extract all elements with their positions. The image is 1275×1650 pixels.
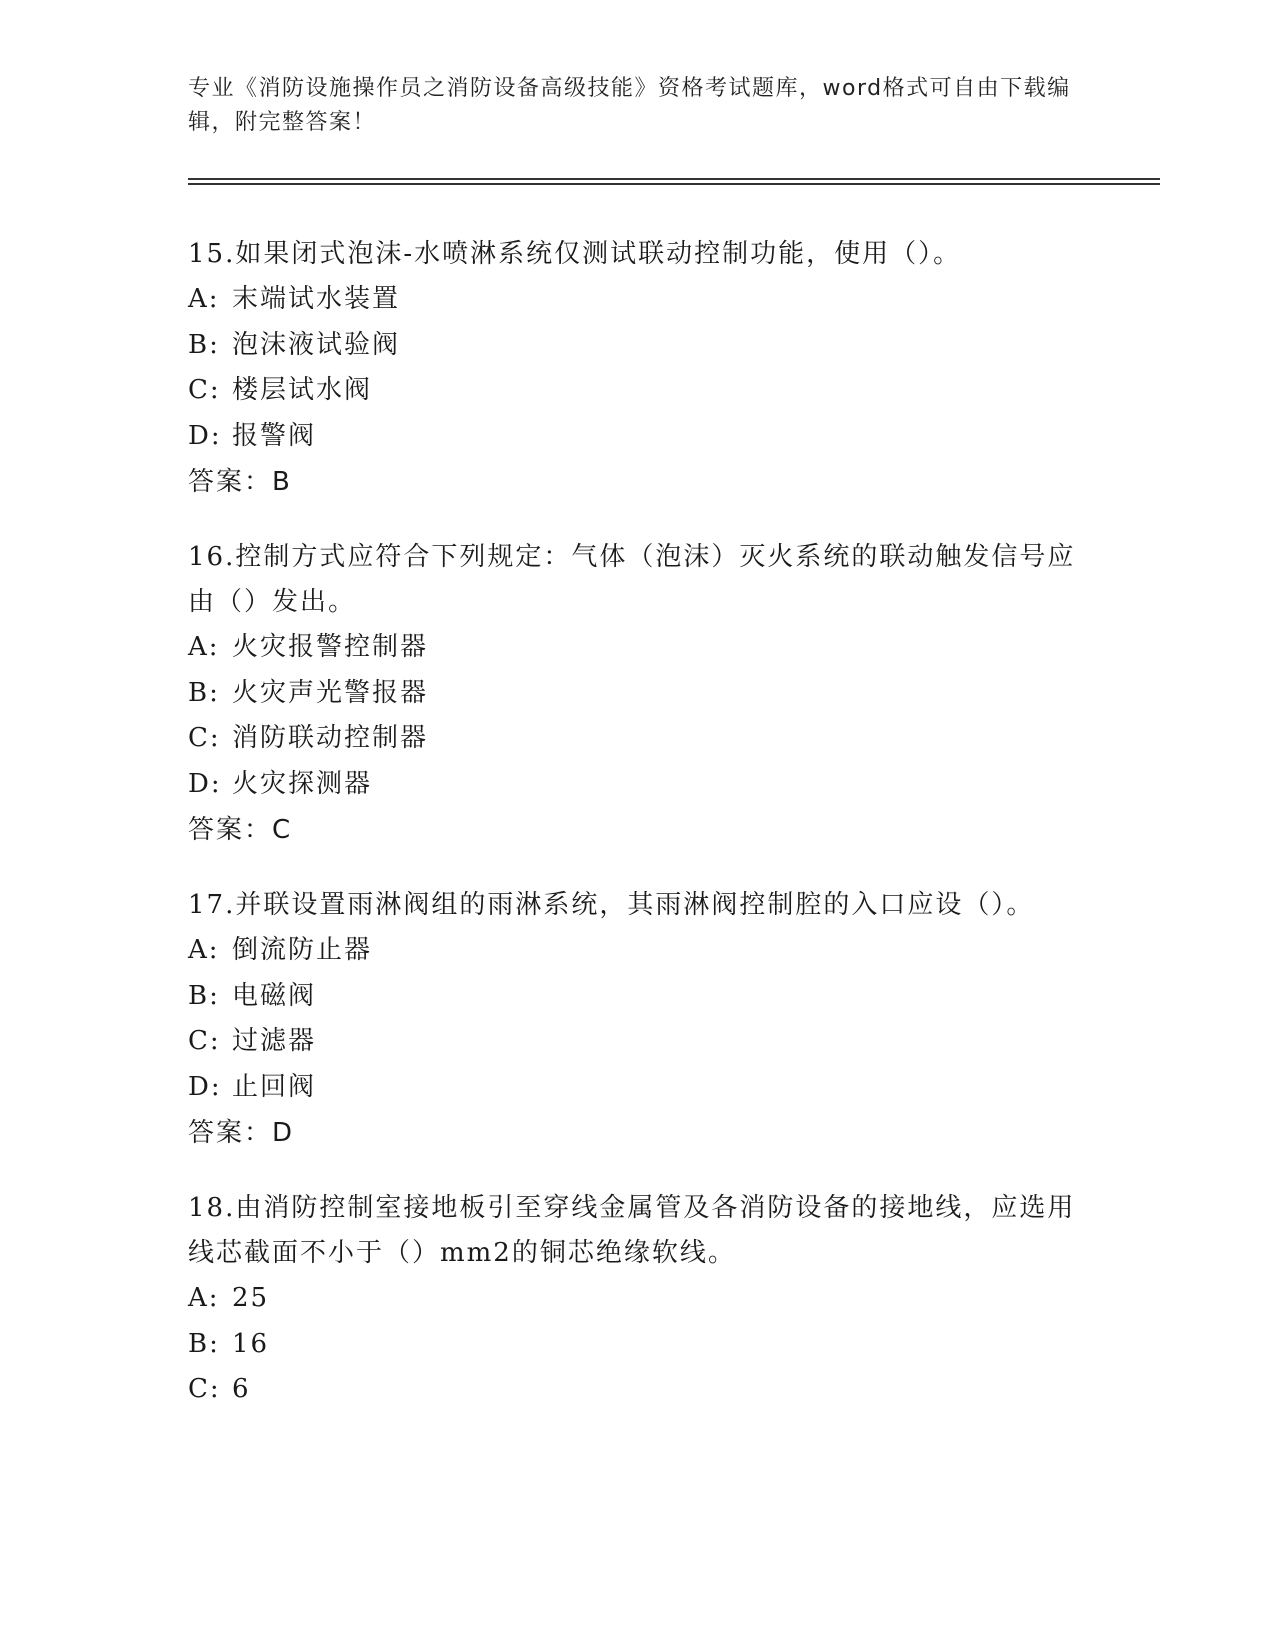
option-a <box>188 928 1088 974</box>
option-letter: D: <box>188 420 222 451</box>
answer-label: 答案： <box>188 467 273 497</box>
option-c <box>188 1019 1088 1065</box>
answer-line <box>188 807 1088 853</box>
option-text: 报警阀 <box>232 420 317 451</box>
answer-line <box>188 1110 1088 1156</box>
header-divider-top <box>188 178 1160 180</box>
option-text: 火灾声光警报器 <box>232 677 429 708</box>
option-a <box>188 625 1088 671</box>
answer-value: B <box>272 467 292 497</box>
question-stem: 18.由消防控制室接地板引至穿线金属管及各消防设备的接地线，应选用线芯截面不小于（）mm2的铜芯绝缘软线。 <box>188 1193 1076 1268</box>
option-text: 25 <box>232 1283 270 1313</box>
option-c <box>188 716 1088 762</box>
answer-value: D <box>272 1118 295 1148</box>
option-d <box>188 762 1088 808</box>
option-letter: A: <box>188 1283 220 1313</box>
option-letter: C: <box>188 375 221 405</box>
question-list <box>188 232 1088 1443</box>
option-text: 火灾探测器 <box>232 768 373 799</box>
answer-value: C <box>272 815 293 845</box>
answer-line <box>188 459 1088 505</box>
option-text: 火灾报警控制器 <box>232 632 429 662</box>
document-header: 专业《消防设施操作员之消防设备高级技能》资格考试题库，word格式可自由下载编辑，附完整答案！ <box>188 76 1071 135</box>
option-letter: A: <box>188 632 220 662</box>
option-letter: D: <box>188 1071 222 1102</box>
header-divider-bottom <box>188 183 1160 185</box>
option-letter: B: <box>188 980 220 1011</box>
option-text: 止回阀 <box>232 1071 317 1102</box>
option-letter: A: <box>188 935 220 965</box>
option-c <box>188 1367 1088 1413</box>
option-text: 消防联动控制器 <box>232 723 429 753</box>
option-text: 末端试水装置 <box>232 284 401 314</box>
answer-label: 答案： <box>188 1118 273 1148</box>
option-text: 6 <box>232 1374 251 1404</box>
option-d <box>188 1065 1088 1111</box>
option-d <box>188 414 1088 460</box>
question-15 <box>188 232 1088 505</box>
question-stem: 15.如果闭式泡沫-水喷淋系统仅测试联动控制功能，使用（）。 <box>188 239 962 269</box>
option-letter: C: <box>188 1026 221 1056</box>
option-a <box>188 277 1088 323</box>
option-letter: B: <box>188 329 220 360</box>
option-b <box>188 671 1088 717</box>
option-letter: D: <box>188 768 222 799</box>
option-letter: B: <box>188 677 220 708</box>
question-stem: 17.并联设置雨淋阀组的雨淋系统，其雨淋阀控制腔的入口应设（）。 <box>188 890 1035 920</box>
option-b <box>188 323 1088 369</box>
option-letter: B: <box>188 1328 220 1359</box>
option-a <box>188 1276 1088 1322</box>
question-stem: 16.控制方式应符合下列规定：气体（泡沫）灭火系统的联动触发信号应由（）发出。 <box>188 542 1076 617</box>
option-text: 泡沫液试验阀 <box>232 329 401 360</box>
option-text: 楼层试水阀 <box>232 375 373 405</box>
option-b <box>188 1322 1088 1368</box>
question-18 <box>188 1186 1088 1413</box>
option-letter: C: <box>188 1374 221 1404</box>
question-17 <box>188 883 1088 1156</box>
option-text: 16 <box>232 1328 270 1359</box>
option-b <box>188 974 1088 1020</box>
option-c <box>188 368 1088 414</box>
answer-label: 答案： <box>188 815 273 845</box>
option-text: 倒流防止器 <box>232 935 373 965</box>
option-text: 电磁阀 <box>232 980 317 1011</box>
option-letter: C: <box>188 723 221 753</box>
question-16 <box>188 535 1088 853</box>
option-text: 过滤器 <box>232 1026 317 1056</box>
option-letter: A: <box>188 284 220 314</box>
